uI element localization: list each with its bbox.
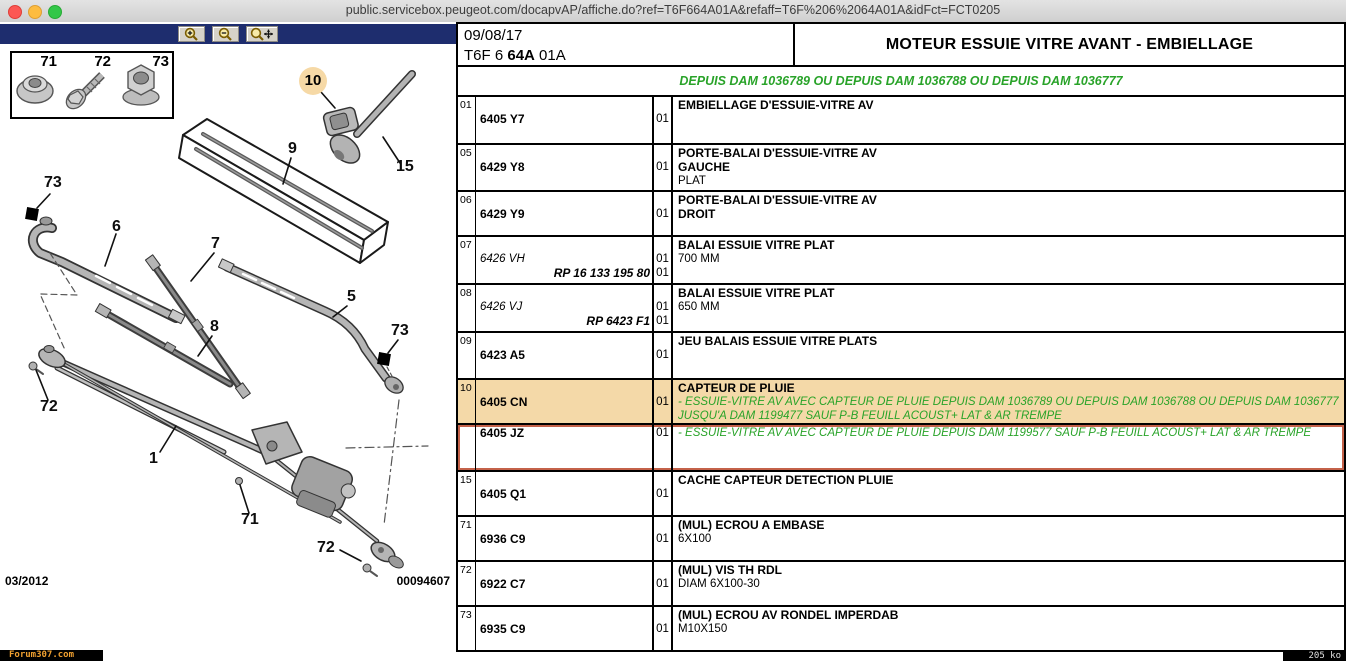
table-row-73[interactable] — [458, 605, 1344, 650]
part-reference-cell — [476, 425, 654, 470]
part-reference[interactable]: 6426 VJ — [480, 300, 523, 313]
screw-72-left-icon — [29, 362, 43, 374]
document-reference — [464, 46, 793, 65]
quantity-value: 01 — [656, 395, 669, 408]
description-cell — [673, 333, 1344, 378]
qty-spacer — [654, 239, 671, 253]
part-reference-cell — [476, 562, 654, 605]
quantity-cell — [654, 333, 673, 378]
quantity-cell — [654, 285, 673, 331]
quantity-value: 01 — [656, 577, 669, 590]
description-line: EMBIELLAGE D'ESSUIE-VITRE AV — [678, 98, 874, 112]
part-label-72-left: 72 — [40, 398, 58, 415]
quantity-value: 01 — [656, 112, 669, 125]
description-line: PLAT — [678, 174, 706, 187]
row-index: 01 — [458, 97, 476, 143]
part-callout-10: 10 — [299, 67, 327, 95]
thumbnail-number: 73 — [152, 53, 169, 70]
quantity-value: 01 — [656, 207, 669, 220]
qty-spacer — [654, 335, 671, 349]
part-reference[interactable]: 6922 C7 — [480, 576, 526, 591]
description-line: BALAI ESSUIE VITRE PLAT — [678, 238, 835, 252]
description-line: DROIT — [678, 206, 716, 221]
applicability-banner: DEPUIS DAM 1036789 OU DEPUIS DAM 1036788 OU DEPUIS DAM 1036777 — [456, 67, 1346, 95]
description-line: (MUL) ECROU A EMBASE — [678, 518, 825, 532]
description-line: JEU BALAIS ESSUIE VITRE PLATS — [678, 334, 878, 348]
description-cell — [673, 192, 1344, 235]
table-row-06[interactable] — [458, 190, 1344, 235]
diagram-pane — [0, 22, 456, 652]
ref-spacer — [480, 519, 650, 533]
part-label-1: 1 — [149, 450, 158, 467]
screw-71-icon — [236, 478, 243, 485]
ref-spacer — [480, 239, 650, 253]
table-row-01[interactable] — [458, 97, 1344, 143]
description-line: PORTE-BALAI D'ESSUIE-VITRE AV — [678, 146, 877, 160]
qty-spacer — [654, 382, 671, 396]
quantity-cell — [654, 145, 673, 190]
part-reference-cell — [476, 192, 654, 235]
ref-spacer — [480, 99, 650, 113]
part-reference-cell — [476, 97, 654, 143]
description-line: BALAI ESSUIE VITRE PLAT — [678, 286, 835, 300]
browser-titlebar — [0, 0, 1346, 23]
quantity-value: 01 — [656, 160, 669, 173]
description-cell — [673, 145, 1344, 190]
ref-spacer — [480, 382, 650, 396]
description-line: (MUL) VIS TH RDL — [678, 563, 782, 577]
applicability-note: - ESSUIE-VITRE AV AVEC CAPTEUR DE PLUIE DEPUIS DAM 1199577 SAUF P-B FEUILL ACOUST+ LAT & AR TREMPE — [678, 427, 1312, 439]
parts-table — [456, 95, 1346, 652]
ref-spacer — [480, 147, 650, 161]
quantity-cell — [654, 562, 673, 605]
description-line: PORTE-BALAI D'ESSUIE-VITRE AV — [678, 193, 877, 207]
row-index: 08 — [458, 285, 476, 331]
doc-ref-code: 64A — [507, 47, 535, 64]
description-line: M10X150 — [678, 622, 728, 635]
part-reference-cell — [476, 237, 654, 283]
quantity-value: 01 — [656, 252, 669, 265]
part-label-5: 5 — [347, 288, 356, 305]
table-row-08[interactable] — [458, 283, 1344, 331]
qty-spacer — [654, 474, 671, 488]
quantity-value: 01 — [656, 427, 669, 439]
ref-spacer — [480, 287, 650, 301]
qty-spacer — [654, 99, 671, 113]
description-line: CACHE CAPTEUR DETECTION PLUIE — [678, 473, 894, 487]
address-url[interactable]: public.servicebox.peugeot.com/docapvAP/affiche.do?ref=T6F664A01A&refaff=T6F%206%2064A01A&idFct=FCT0205 — [345, 3, 1001, 17]
part-reference-cell — [476, 380, 654, 423]
part-label-73-right: 73 — [391, 322, 409, 339]
quantity-value: 01 — [656, 300, 669, 313]
close-window-button[interactable] — [8, 5, 22, 19]
quantity-value: 01 — [656, 487, 669, 500]
description-line: GAUCHE — [678, 159, 731, 174]
description-line: 700 MM — [678, 252, 720, 265]
quantity-value: 01 — [656, 314, 669, 327]
description-cell — [673, 562, 1344, 605]
part-reference[interactable]: 6429 Y8 — [480, 159, 525, 174]
quantity-value: 01 — [656, 532, 669, 545]
parts-list-pane — [456, 22, 1346, 652]
table-row-72[interactable] — [458, 560, 1344, 605]
wiper-linkage-exploded-diagram — [0, 22, 456, 652]
qty-spacer — [654, 519, 671, 533]
wiper-arm-part-6 — [33, 217, 185, 324]
row-index: 10 — [458, 380, 476, 423]
row-index: 07 — [458, 237, 476, 283]
table-row-71[interactable] — [458, 515, 1344, 560]
quantity-cell — [654, 237, 673, 283]
part-label-73-top: 73 — [44, 174, 62, 191]
row-index: 73 — [458, 607, 476, 650]
document-header — [456, 22, 1346, 67]
table-row-09[interactable] — [458, 331, 1344, 378]
table-row-6405JZ[interactable] — [458, 423, 1344, 470]
qty-spacer — [654, 147, 671, 161]
page-size-box — [1283, 651, 1346, 661]
ref-spacer — [480, 194, 650, 208]
doc-ref-prefix: T6F 6 — [464, 47, 508, 64]
part-reference[interactable]: 6936 C9 — [480, 531, 526, 546]
part-73-marker-top — [25, 207, 39, 221]
screw-72-bottom-icon — [363, 564, 377, 576]
thumbnail-number: 71 — [40, 53, 57, 70]
table-row-10[interactable] — [458, 378, 1344, 423]
applicability-note: - ESSUIE-VITRE AV AVEC CAPTEUR DE PLUIE DEPUIS DAM 1036789 OU DEPUIS DAM 1036788 OU DEPUIS DAM 1036777 JUSQU'A DAM 1199477 SAUF P-B FEUILL ACOUST+ LAT & AR TREMPE — [678, 395, 1339, 422]
qty-spacer — [654, 609, 671, 623]
document-date: 09/08/17 — [464, 27, 523, 44]
part-reference-cell — [476, 607, 654, 650]
table-row-07[interactable] — [458, 235, 1344, 283]
quantity-value: 01 — [656, 266, 669, 279]
part-label-9: 9 — [288, 140, 297, 157]
description-cell — [673, 237, 1344, 283]
row-index: 72 — [458, 562, 476, 605]
wiper-blade-part-7 — [145, 255, 250, 399]
part-reference-cell — [476, 472, 654, 515]
description-cell — [673, 607, 1344, 650]
ref-spacer — [480, 564, 650, 578]
description-line: (MUL) ECROU AV RONDEL IMPERDAB — [678, 608, 899, 622]
watermark-box — [0, 650, 103, 661]
part-reference[interactable]: 6405 Y7 — [480, 111, 525, 126]
part-reference-cell — [476, 145, 654, 190]
part-73-marker-right — [377, 352, 391, 366]
row-index — [458, 425, 476, 470]
description-line: 6X100 — [678, 532, 712, 545]
row-index: 06 — [458, 192, 476, 235]
diagram-issue-date: 03/2012 — [5, 574, 49, 588]
quantity-value: 01 — [656, 348, 669, 361]
part-label-7: 7 — [211, 235, 220, 252]
quantity-cell — [654, 192, 673, 235]
doc-ref-suffix: 01A — [534, 47, 566, 64]
part-reference[interactable]: 6423 A5 — [480, 347, 525, 362]
part-reference-cell — [476, 517, 654, 560]
qty-spacer — [654, 564, 671, 578]
row-index: 09 — [458, 333, 476, 378]
diagram-drawing-number: 00094607 — [396, 574, 450, 588]
description-line: DIAM 6X100-30 — [678, 577, 760, 590]
page-title: MOTEUR ESSUIE VITRE AVANT - EMBIELLAGE — [885, 35, 1254, 53]
wiper-arm-part-5 — [218, 259, 406, 397]
part-reference-cell — [476, 333, 654, 378]
description-cell — [673, 285, 1344, 331]
qty-spacer — [654, 287, 671, 301]
part-reference[interactable]: 6405 CN — [480, 394, 528, 409]
part-label-6: 6 — [112, 218, 121, 235]
thumbnail-number: 72 — [94, 53, 111, 70]
description-cell — [673, 97, 1344, 143]
part-reference[interactable]: 6426 VH — [480, 252, 525, 265]
description-line: 650 MM — [678, 300, 720, 313]
description-cell — [673, 472, 1344, 515]
ref-spacer — [480, 335, 650, 349]
minimize-window-button[interactable] — [28, 5, 42, 19]
quantity-cell — [654, 472, 673, 515]
quantity-value: 01 — [656, 622, 669, 635]
quantity-cell — [654, 607, 673, 650]
ref-spacer — [480, 474, 650, 488]
document-ref-block — [458, 24, 795, 65]
part-reference[interactable]: 6429 Y9 — [480, 206, 525, 221]
part-label-72-bottom: 72 — [317, 539, 335, 556]
description-cell — [673, 425, 1344, 470]
quantity-cell — [654, 425, 673, 470]
description-line: CAPTEUR DE PLUIE — [678, 381, 795, 395]
table-row-05[interactable] — [458, 143, 1344, 190]
row-index: 15 — [458, 472, 476, 515]
part-reference-cell — [476, 285, 654, 331]
description-cell — [673, 517, 1344, 560]
row-index: 71 — [458, 517, 476, 560]
part-label-8: 8 — [210, 318, 219, 335]
quantity-cell — [654, 517, 673, 560]
quantity-cell — [654, 380, 673, 423]
maximize-window-button[interactable] — [48, 5, 62, 19]
watermark-text: Forum307.com — [9, 650, 75, 660]
table-row-15[interactable] — [458, 470, 1344, 515]
part-label-15: 15 — [396, 158, 414, 175]
part-reference[interactable]: 6935 C9 — [480, 621, 526, 636]
title-cell — [795, 24, 1344, 65]
description-cell — [673, 380, 1344, 423]
part-reference[interactable]: 6405 Q1 — [480, 486, 527, 501]
substitute-reference[interactable]: RP 6423 F1 — [586, 313, 650, 328]
page-size-label: 205 ko — [1308, 651, 1341, 661]
row-index: 05 — [458, 145, 476, 190]
substitute-reference[interactable]: RP 16 133 195 80 — [553, 265, 650, 280]
ref-spacer — [480, 609, 650, 623]
part-reference[interactable]: 6405 JZ — [480, 426, 525, 440]
part-label-71: 71 — [241, 511, 259, 528]
qty-spacer — [654, 194, 671, 208]
quantity-cell — [654, 97, 673, 143]
